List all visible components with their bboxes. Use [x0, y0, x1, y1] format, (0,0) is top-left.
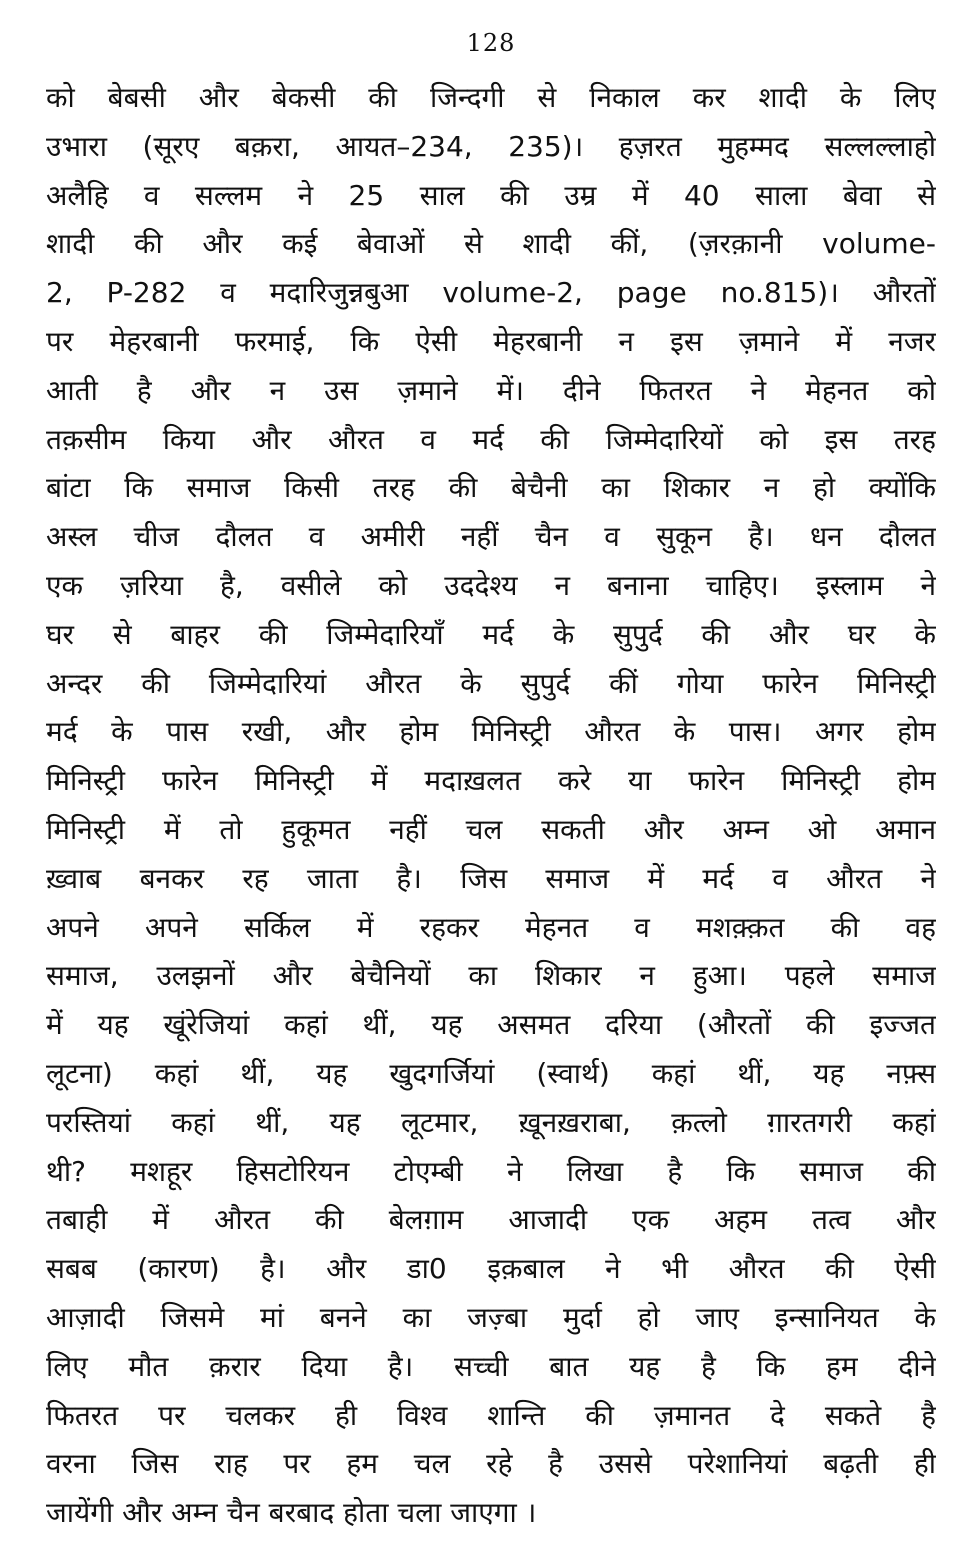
- text-line: तबाही में औरत की बेलग़ाम आजादी एक अहम तत्व और: [46, 1203, 936, 1237]
- text-line: को बेबसी और बेकसी की जिन्दगी से निकाल कर शादी के लिए: [46, 81, 936, 114]
- text-line: बांटा कि समाज किसी तरह की बेचैनी का शिकार न हो क्योंकि: [46, 471, 936, 505]
- text-line: में यह खूंरेजियां कहां थीं, यह असमत दरिया (औरतों की इज्जत: [46, 1008, 936, 1042]
- text-line: घर से बाहर की जिम्मेदारियाँ मर्द के सुपुर्द की और घर के: [46, 617, 936, 651]
- text-line: लिए मौत क़रार दिया है। सच्ची बात यह है कि हम दीने: [46, 1349, 936, 1383]
- text-line: परस्तियां कहां थीं, यह लूटमार, ख़ूनख़राबा, क़त्लो ग़ारतगरी कहां: [46, 1105, 936, 1139]
- text-line: पर मेहरबानी फरमाई, कि ऐसी मेहरबानी न इस ज़माने में नजर: [46, 324, 936, 358]
- text-line: लूटना) कहां थीं, यह खुदगर्जियां (स्वार्थ) कहां थीं, यह नफ़्स: [46, 1056, 936, 1090]
- text-line: आती है और न उस ज़माने में। दीने फितरत ने मेहनत को: [46, 373, 936, 407]
- text-line: 2, P-282 व मदारिजुन्नबुआ volume-2, page no.815)। औरतों: [46, 276, 936, 310]
- text-line: जायेंगी और अम्न चैन बरबाद होता चला जाएगा ।: [46, 1496, 537, 1530]
- text-line: फितरत पर चलकर ही विश्व शान्ति की ज़मानत दे सकते है: [46, 1398, 936, 1432]
- text-line: मर्द के पास रखी, और होम मिनिस्ट्री औरत के पास। अगर होम: [46, 715, 936, 749]
- text-line: ख़्वाब बनकर रह जाता है। जिस समाज में मर्द व औरत ने: [46, 861, 936, 895]
- text-line: आज़ादी जिसमे मां बनने का जज़्बा मुर्दा हो जाए इन्सानियत के: [46, 1300, 936, 1334]
- text-line: अस्ल चीज दौलत व अमीरी नहीं चैन व सुकून है। धन दौलत: [46, 520, 936, 554]
- text-line: अलैहि व सल्लम ने 25 साल की उम्र में 40 साला बेवा से: [46, 178, 936, 212]
- text-line: अन्दर की जिम्मेदारियां औरत के सुपुर्द कीं गोया फारेन मिनिस्ट्री: [46, 666, 936, 700]
- text-line: शादी की और कई बेवाओं से शादी कीं, (ज़रक़ानी volume-: [46, 227, 936, 261]
- page-number: 128: [466, 29, 516, 57]
- text-line: थी? मशहूर हिसटोरियन टोएम्बी ने लिखा है कि समाज की: [46, 1154, 936, 1188]
- text-line: मिनिस्ट्री में तो हुकूमत नहीं चल सकती और अम्न ओ अमान: [46, 812, 936, 846]
- text-line: सबब (कारण) है। और डा0 इक़बाल ने भी औरत की ऐसी: [46, 1252, 936, 1286]
- text-line: उभारा (सूरए बक़रा, आयत–234, 235)। हज़रत मुहम्मद सल्लल्लाहो: [46, 129, 936, 163]
- text-line: एक ज़रिया है, वसीले को उददेश्य न बनाना चाहिए। इस्लाम ने: [46, 568, 936, 602]
- text-line: वरना जिस राह पर हम चल रहे है उससे परेशानियां बढ़ती ही: [46, 1447, 936, 1481]
- text-line: समाज, उलझनों और बेचैनियों का शिकार न हुआ। पहले समाज: [46, 959, 936, 993]
- text-line: तक़सीम किया और औरत व मर्द की जिम्मेदारियों को इस तरह: [46, 422, 936, 456]
- body-text: [46, 74, 936, 1538]
- text-line: मिनिस्ट्री फारेन मिनिस्ट्री में मदाख़लत करे या फारेन मिनिस्ट्री होम: [46, 764, 936, 798]
- text-line: अपने अपने सर्किल में रहकर मेहनत व मशक़्क़त की वह: [46, 910, 936, 944]
